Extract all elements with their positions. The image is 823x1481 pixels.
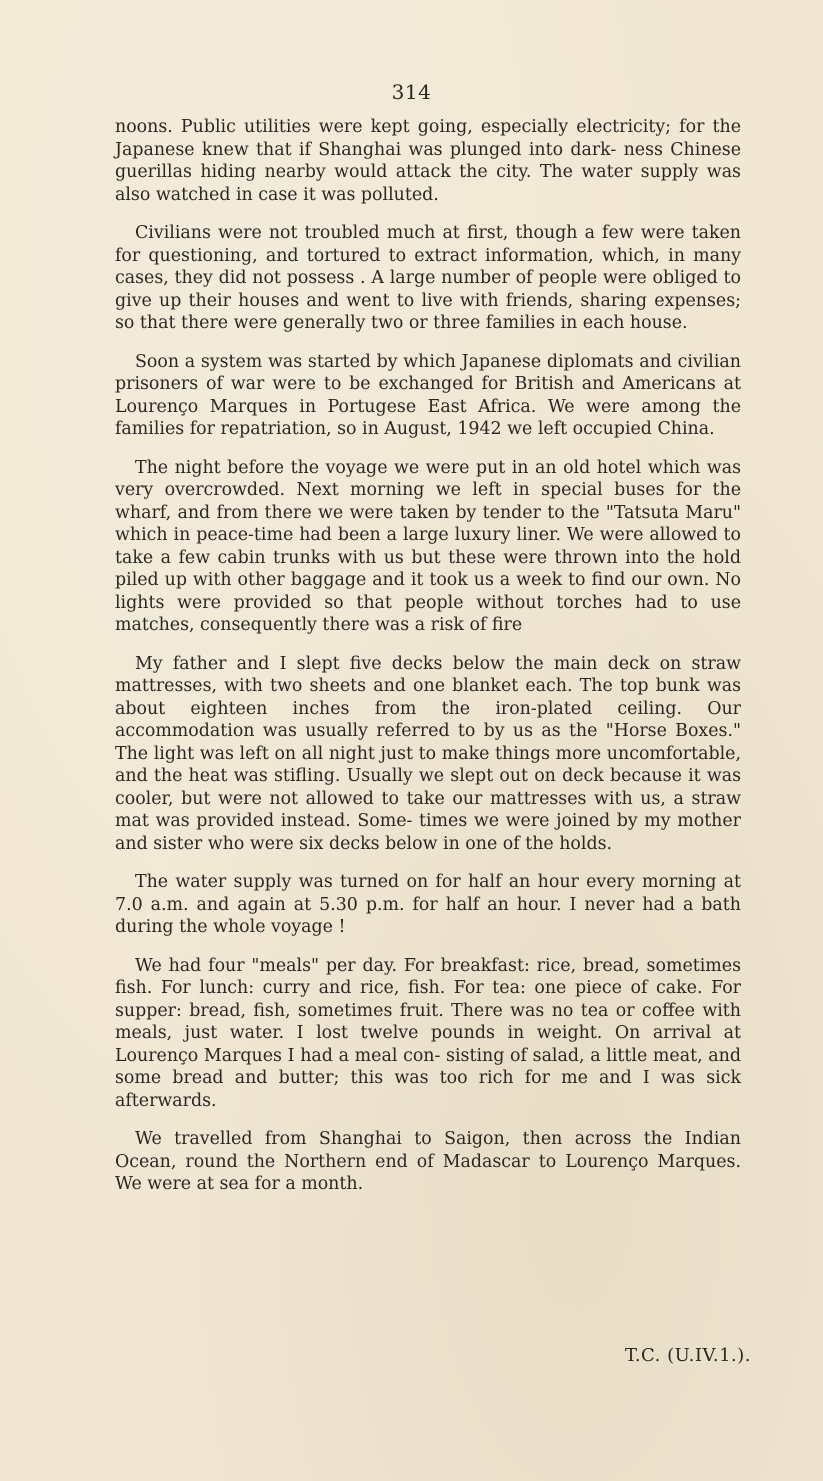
body-text (115, 116, 741, 1196)
paragraph-4: The night before the voyage we were put in an old hotel which was very overcrowded. Next morning we left in special buses for the wharf, and from there we were taken by tender to the "Tatsuta Maru" which in peace-time had been a large luxury liner. We were allowed to take a few cabin trunks with us but these were thrown into the hold piled up with other baggage and it took us a week to find our own. No lights were provided so that people without torches had to use matches, consequently there was a risk of fire (115, 457, 741, 635)
author-signature: T.C. (U.IV.1.). (624, 1345, 751, 1366)
paragraph-1: noons. Public utilities were kept going, especially electricity; for the Japanese knew that if Shanghai was plunged into dark- ness Chinese guerillas hiding nearby would attack the city. The water supply was also watched in case it was polluted. (115, 117, 741, 205)
paragraph-6: The water supply was turned on for half an hour every morning at 7.0 a.m. and again at 5.30 p.m. for half an hour. I never had a bath during the whole voyage ! (115, 872, 741, 937)
paragraph-8: We travelled from Shanghai to Saigon, then across the Indian Ocean, round the Northern end of Madascar to Lourenço Marques. We were at sea for a month. (115, 1129, 741, 1194)
paragraph-2: Civilians were not troubled much at first, though a few were taken for questioning, and tortured to extract information, which, in many cases, they did not possess . A large number of people were obliged to give up their houses and went to live with friends, sharing expenses; so that there were generally two or three families in each house. (115, 223, 741, 333)
page-number: 314 (391, 80, 432, 104)
paragraph-3: Soon a system was started by which Japanese diplomats and civilian prisoners of war were to be exchanged for British and Americans at Lourenço Marques in Portugese East Africa. We were among the families for repatriation, so in August, 1942 we left occupied China. (115, 351, 741, 439)
paragraph-5: My father and I slept five decks below the main deck on straw mattresses, with two sheets and one blanket each. The top bunk was about eighteen inches from the iron-plated ceiling. Our accommodation was usually referred to by us as the "Horse Boxes." The light was left on all night just to make things more uncomfortable, and the heat was stifling. Usually we slept out on deck because it was cooler, but were not allowed to take our mattresses with us, a straw mat was provided instead. Some- times we were joined by my mother and sister who were six decks below in one of the holds. (115, 653, 741, 854)
paragraph-7: We had four "meals" per day. For breakfast: rice, bread, sometimes fish. For lunch: curry and rice, fish. For tea: one piece of cake. For supper: bread, fish, sometimes fruit. There was no tea or coffee with meals, just water. I lost twelve pounds in weight. On arrival at Lourenço Marques I had a meal con- sisting of salad, a little meat, and some bread and butter; this was too rich for me and I was sick afterwards. (115, 955, 741, 1111)
